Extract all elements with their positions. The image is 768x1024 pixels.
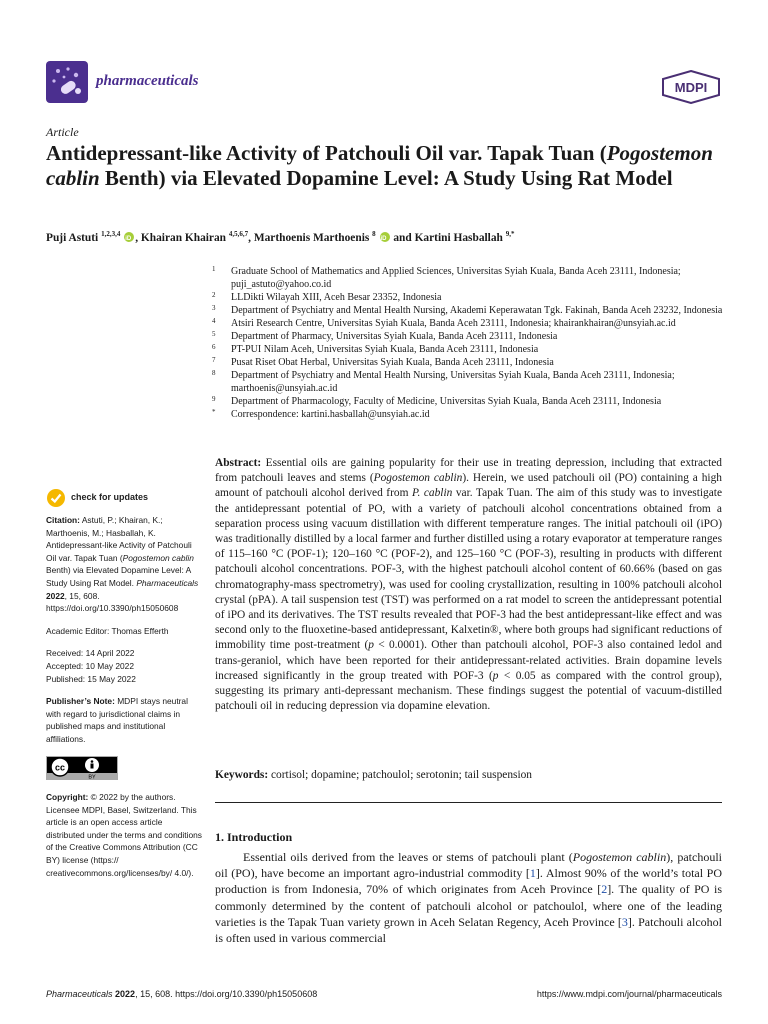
- citation-link[interactable]: 2: [601, 882, 608, 897]
- affiliation-item: 2 LLDikti Wilayah XIII, Aceh Besar 23352, Indonesia: [212, 291, 442, 303]
- orcid-icon[interactable]: [380, 232, 390, 242]
- affiliation-item: 5 Department of Pharmacy, Universitas Syiah Kuala, Banda Aceh 23111, Indonesia: [212, 330, 558, 342]
- abstract: Abstract: Essential oils are gaining popularity for their use in treating depression, including that extracted from patchouli leaves and stems (Pogostemon cablin). Herein, we used patchouli oil (PO) containing a high amount of patchouli alcohol derived from P. cablin var. Tapak Tuan. The aim of this study was to investigate the antidepressant potential of PO, with a variety of patchouli alcohol concentrations obtained from a separation process using vacuum distillation with different temperature ranges. The initial patchouli oil (iPO) was traditionally distilled by a local farmer and further distilled using a rotary evaporator at temperature ranges of 115–160 °C (POF-1); 120–160 °C (POF-2), and 125–160 °C (POF-3), resulting in products with different patchouli alcohol concentrations. POF-3, with the highest patchouli alcohol content of 60.66% (based on gas chromatography-mass spectrometry), was used for cooling crystallization, resulting in 100% patchouli alcohol crystal (pPA). A tail suspension test (TST) was performed on a rat model to screen the antidepressant potential of iPO and its derivatives. The TST results revealed that POF-3 had the best antidepressant-like effect and was second only to the fluoxetine-based antidepressant, Kalxetin®, where both groups had significant reductions of immobility time post-treatment (p < 0.0001). Other than patchouli alcohol, POF-3 also contained ledol and trans-geraniol, which have been reported for their antidepressant-related activities. Brain dopamine levels increased significantly in the group treated with POF-3 (p < 0.05 as compared with the control group), suggesting its primary anti-depressant mechanism. These findings suggest the potential of vacuum-distilled patchouli oil in reducing depression via dopamine elevation.: [215, 457, 723, 713]
- svg-text:MDPI: MDPI: [674, 80, 708, 95]
- article-type: Article: [46, 125, 79, 139]
- received-date: Received: 14 April 2022: [46, 648, 135, 659]
- svg-text:cc: cc: [54, 762, 66, 772]
- affiliations: [212, 265, 732, 421]
- dates: [46, 647, 202, 685]
- article-title: Antidepressant-like Activity of Patchouli Oil var. Tapak Tuan (Pogostemon cablin Benth) via Elevated Dopamine Level: A Study Using Rat Model: [46, 141, 713, 190]
- cc-by-license-icon[interactable]: [46, 756, 202, 784]
- affiliation-item: 1 Graduate School of Mathematics and Applied Sciences, Universitas Syiah Kuala, Banda Aceh 23111, Indonesia; puji_astuto@yahoo.co.id: [212, 265, 681, 290]
- svg-text:BY: BY: [88, 774, 96, 780]
- copyright: Copyright: © 2022 by the authors. Licensee MDPI, Basel, Switzerland. This article is an open access article distributed under the terms and conditions of the Creative Commons Attribution (CC BY) license (https:// creativecommons.org/licenses/by/ 4.0/).: [46, 792, 202, 878]
- author-name[interactable]: , Khairan Khairan: [135, 231, 227, 244]
- section-heading: 1. Introduction: [215, 830, 293, 844]
- academic-editor: Academic Editor: Thomas Efferth: [46, 625, 169, 636]
- citation: Citation: Astuti, P.; Khairan, K.; Marthoenis, M.; Hasballah, K. Antidepressant-like Activity of Patchouli Oil var. Tapak Tuan (Pogostemon cablin Benth) via Elevated Dopamine Level: A Study Using Rat Model. Pharmaceuticals 2022, 15, 608. https://doi.org/10.3390/ph15050608: [46, 515, 199, 614]
- affiliation-item: 6 PT-PUI Nilam Aceh, Universitas Syiah Kuala, Banda Aceh 23111, Indonesia: [212, 343, 539, 355]
- author-name[interactable]: Puji Astuti: [46, 231, 99, 244]
- author-list: Puji Astuti $^{1,2,3,4}$ iD , Khairan Khairan $^{4,5,6,7}$, Marthoenis Marthoenis $^8$ iD and Kartini Hasballah $^{9,*}$: [46, 226, 726, 246]
- affiliation-item: 4 Atsiri Research Centre, Universitas Syiah Kuala, Banda Aceh 23111, Indonesia; khairankhairan@unsyiah.ac.id: [212, 317, 676, 329]
- journal-name: pharmaceuticals: [96, 73, 199, 89]
- journal-url-link[interactable]: https://www.mdpi.com/journal/pharmaceuticals: [536, 989, 722, 999]
- affiliation-item: 9 Department of Pharmacology, Faculty of Medicine, Universitas Syiah Kuala, Banda Aceh 23111, Indonesia: [212, 395, 662, 407]
- author-name[interactable]: and Kartini Hasballah: [390, 231, 503, 244]
- journal-logo: [46, 61, 88, 103]
- section-divider: [215, 802, 722, 803]
- mdpi-logo: [661, 70, 721, 104]
- affiliation-item: 3 Department of Psychiatry and Mental Health Nursing, Akademi Keperawatan Tgk. Fakinah, Banda Aceh 23232, Indonesia: [212, 304, 723, 316]
- affiliation-item: 8 Department of Psychiatry and Mental Health Nursing, Universitas Syiah Kuala, Banda Aceh 23111, Indonesia; marthoenis@unsyiah.ac.id: [212, 369, 675, 394]
- citation-link[interactable]: 3: [621, 914, 628, 929]
- citation-link[interactable]: 1: [529, 866, 536, 881]
- orcid-icon[interactable]: [124, 232, 134, 242]
- sidebar: [46, 488, 202, 889]
- author-name[interactable]: , Marthoenis Marthoenis: [248, 231, 370, 244]
- publisher-note: Publisher’s Note: MDPI stays neutral with regard to jurisdictional claims in published maps and institutional affiliations.: [46, 696, 188, 744]
- keywords: Keywords: cortisol; dopamine; patchoulol; serotonin; tail suspension: [215, 769, 533, 781]
- footer-citation: Pharmaceuticals 2022, 15, 608. https://doi.org/10.3390/ph15050608: [46, 989, 318, 999]
- check-for-updates-button[interactable]: check for updates: [46, 488, 202, 508]
- correspondence: * Correspondence: kartini.hasballah@unsyiah.ac.id: [212, 408, 430, 420]
- check-updates-icon: [46, 488, 66, 508]
- introduction-paragraph: Essential oils derived from the leaves or stems of patchouli plant (Pogostemon cablin), patchouli oil (PO), have become an important agro-industrial commodity [1]. Almost 90% of the world’s total PO production is from Indonesia, 70% of which originates from Aceh Province [2]. The quality of PO is commonly determined by the content of patchouli alcohol or patchoulol, where one of the leading varieties is the Tapak Tuan variety grown in Aceh Selatan Regency, Aceh Province [3]. Patchouli alcohol is often used in various commercial: [215, 850, 722, 946]
- published-date: Published: 15 May 2022: [46, 673, 136, 684]
- accepted-date: Accepted: 10 May 2022: [46, 660, 134, 671]
- affiliation-item: 7 Pusat Riset Obat Herbal, Universitas Syiah Kuala, Banda Aceh 23111, Indonesia: [212, 356, 554, 368]
